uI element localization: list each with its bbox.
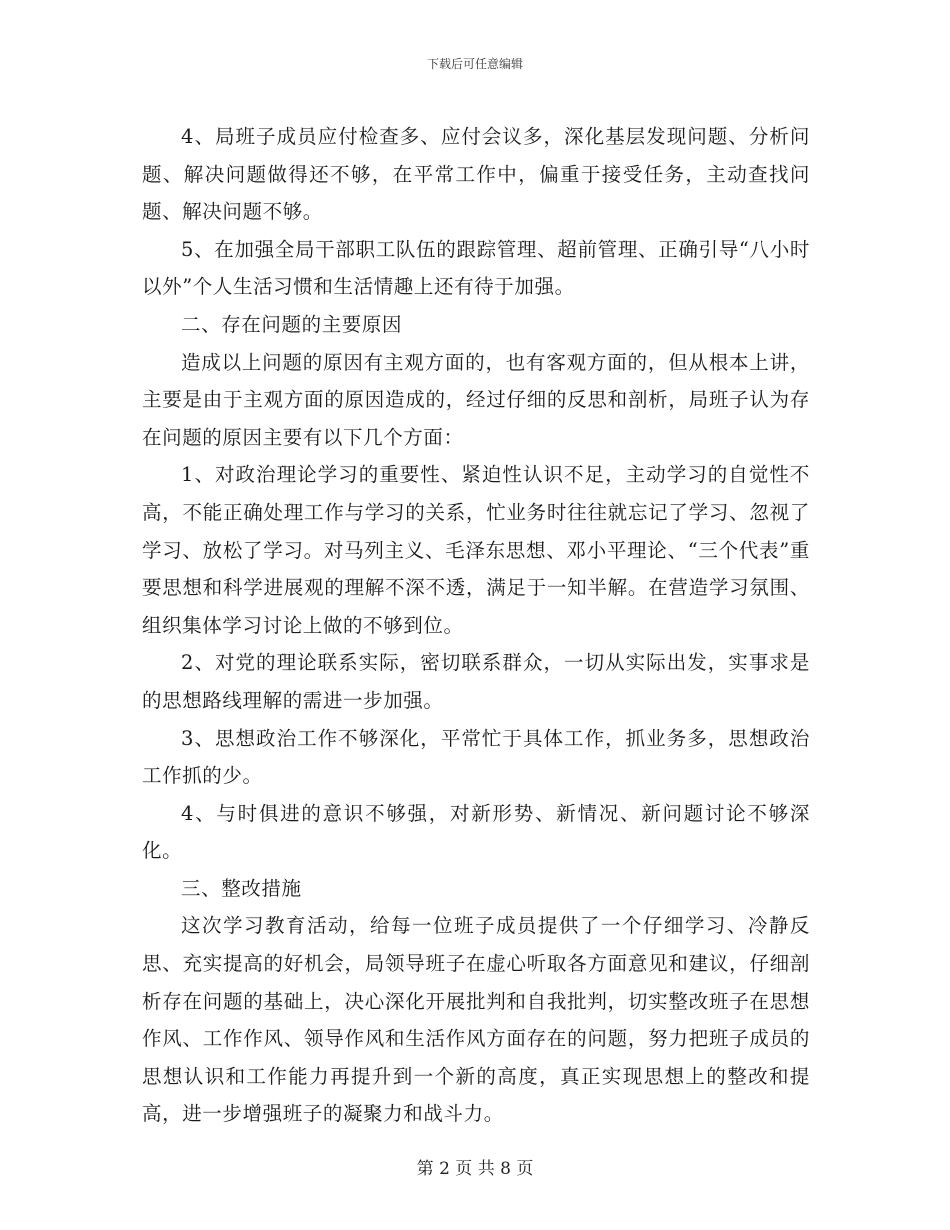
page-header: 下载后可任意编辑 (426, 57, 523, 71)
section-heading-2: 二、存在问题的主要原因 (181, 312, 403, 336)
document-body (142, 118, 810, 1133)
page-footer: 第 2 页 共 8 页 (416, 1159, 534, 1179)
paragraph-cause-3: 3、思想政治工作不够深化，平常忙于具体工作，抓业务多，思想政治工作抓的少。 (142, 726, 810, 788)
paragraph-measures-intro: 这次学习教育活动，给每一位班子成员提供了一个仔细学习、冷静反思、充实提高的好机会，局领导班子在虚心听取各方面意见和建议，仔细剖析存在问题的基础上，决心深化开展批判和自我批判，切实整改班子在思想作风、工作作风、领导作风和生活作风方面存在的问题，努力把班子成员的思想认识和工作能力再提升到一个新的高度，真正实现思想上的整改和提高，进一步增强班子的凝聚力和战斗力。 (142, 914, 810, 1126)
paragraph-item-5: 5、在加强全局干部职工队伍的跟踪管理、超前管理、正确引导“八小时以外”个人生活习惯和生活情趣上还有待于加强。 (142, 237, 810, 299)
paragraph-cause-4: 4、与时俱进的意识不够强，对新形势、新情况、新问题讨论不够深化。 (142, 801, 810, 863)
section-heading-3: 三、整改措施 (181, 876, 302, 900)
paragraph-cause-intro: 造成以上问题的原因有主观方面的，也有客观方面的，但从根本上讲，主要是由于主观方面的原因造成的，经过仔细的反思和剖析，局班子认为存在问题的原因主要有以下几个方面： (142, 350, 810, 449)
paragraph-cause-1: 1、对政治理论学习的重要性、紧迫性认识不足，主动学习的自觉性不高，不能正确处理工作与学习的关系，忙业务时往往就忘记了学习、忽视了学习、放松了学习。对马列主义、毛泽东思想、邓小平理论、“三个代表”重要思想和科学进展观的理解不深不透，满足于一知半解。在营造学习氛围、组织集体学习讨论上做的不够到位。 (142, 463, 810, 637)
paragraph-item-4: 4、局班子成员应付检查多、应付会议多，深化基层发现问题、分析问题、解决问题做得还不够，在平常工作中，偏重于接受任务，主动查找问题、解决问题不够。 (142, 125, 810, 224)
paragraph-cause-2: 2、对党的理论联系实际，密切联系群众，一切从实际出发，实事求是的思想路线理解的需进一步加强。 (142, 651, 810, 712)
